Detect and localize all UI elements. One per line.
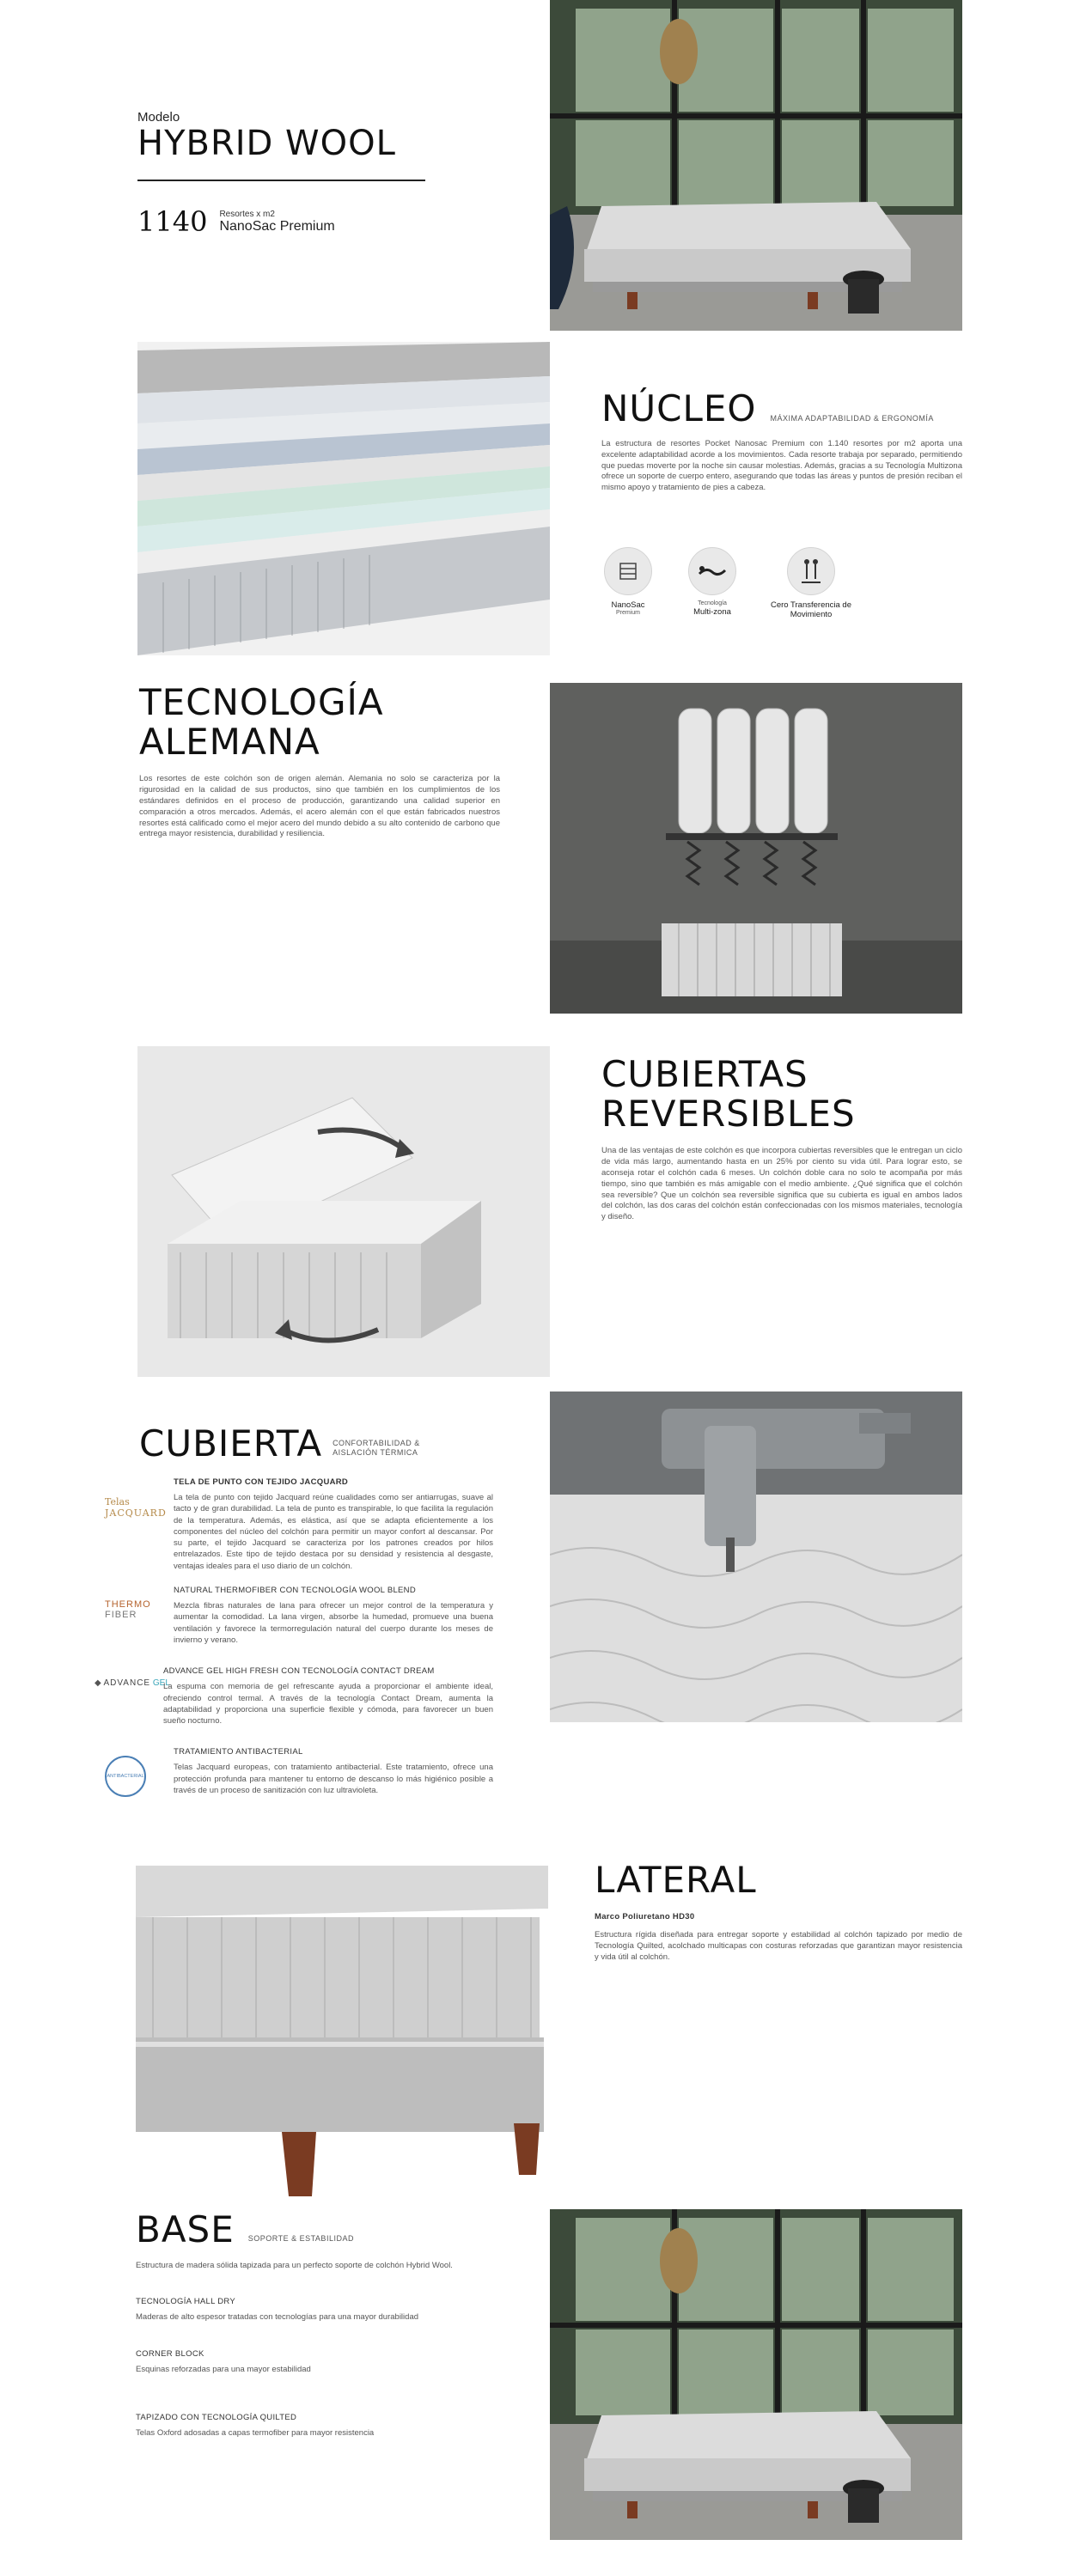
base-feature-3-body: Telas Oxford adosadas a capas termofiber para mayor resistencia [136, 2427, 375, 2438]
multizone-icon [688, 547, 736, 595]
icon-group-multizone [686, 547, 739, 620]
nucleo-subtitle: MÁXIMA ADAPTABILIDAD & ERGONOMÍA [770, 414, 934, 423]
base-section [136, 2208, 497, 2439]
nucleo-section [601, 387, 962, 620]
base-feature-2-title: CORNER BLOCK [136, 2348, 204, 2359]
cubierta-section [95, 1422, 493, 1797]
bedroom-photo-top [550, 0, 962, 331]
thermofiber-logo [105, 1586, 174, 1646]
nucleo-title: NÚCLEO [601, 387, 757, 429]
tecnologia-section [139, 683, 500, 840]
thermofiber-logo-main: FIBER [105, 1610, 137, 1621]
drop-icon: ◆ [95, 1678, 101, 1689]
feature-thermofiber [105, 1586, 493, 1646]
icon-group-nanosac [601, 547, 655, 620]
advance-gel-title: ADVANCE GEL HIGH FRESH CON TECNOLOGÍA CONTACT DREAM [163, 1666, 435, 1677]
lateral-label: Marco Poliuretano HD30 [595, 1912, 695, 1921]
nanosac-spring-icon [604, 547, 652, 595]
feature-antibacterial [105, 1747, 493, 1797]
base-intro: Estructura de madera sólida tapizada para un perfecto soporte de colchón Hybrid Wool. [136, 2261, 453, 2270]
antibacterial-badge-text: ANTIBACTERIAL [107, 1774, 144, 1780]
cubiertas-title-line2: REVERSIBLES [601, 1093, 856, 1136]
tecnologia-body: Los resortes de este colchón son de origen alemán. Alemania no solo se caracteriza por la rigurosidad en la calidad de sus productos, sino que también en los cumplimientos de los estándares definidos en el proceso de producción, garantizando una calidad superior en comparación a otros mercados. Además, el acero alemán con el que están fabricados nuestros resortes está calificado como el mejor acero del mundo debido a su alto contenido de carbono que entrega mayor resistencia, durabilidad y resiliencia. [139, 774, 500, 839]
base-title: BASE [136, 2208, 235, 2250]
tecnologia-title-line1: TECNOLOGÍA [139, 681, 384, 723]
spring-count: 1140 [137, 205, 208, 238]
mattress-base-photo [136, 1866, 548, 2196]
icon-label-multizone: Multi-zona [693, 607, 731, 618]
cubierta-title: CUBIERTA [139, 1422, 323, 1465]
base-feature-1-body: Maderas de alto espesor tratadas con tecnologías para una mayor durabilidad [136, 2312, 419, 2323]
base-feature-1-title: TECNOLOGÍA HALL DRY [136, 2297, 236, 2307]
icon-sublabel-multizone: Tecnología [698, 600, 727, 607]
jacquard-logo-main: JACQUARD [105, 1507, 167, 1519]
icon-sublabel-nanosac: Premium [615, 610, 640, 617]
thermofiber-logo-top: THERMO [105, 1599, 151, 1611]
advance-gel-logo [95, 1666, 174, 1726]
advance-gel-logo-main: GEL [152, 1678, 170, 1689]
divider [137, 180, 425, 181]
advance-gel-logo-top: ADVANCE [103, 1678, 151, 1689]
spring-spec [137, 205, 430, 238]
feature-advance-gel [95, 1666, 493, 1726]
jacquard-logo [105, 1477, 174, 1572]
nucleo-icons [601, 547, 962, 620]
antibacterial-badge-icon [105, 1756, 146, 1797]
lateral-section [595, 1859, 962, 1963]
nucleo-body: La estructura de resortes Pocket Nanosac Premium con 1.140 resortes por m2 aporta una excelente adaptabilidad acorde a los movimientos. Cada resorte trabaja por separado, permitiendo que puedas moverte por la noche sin causar molestias. Además, gracias a su Tecnología Multizona ofrece un soporte de cuerpo entero, asegurando que todas las áreas y puntos de presión reciban el mismo apoyo y tratamiento de pies a cabeza. [601, 439, 962, 493]
bedroom-photo-bottom [550, 2209, 962, 2540]
antibacterial-logo [105, 1747, 174, 1797]
spring-type: NanoSac Premium [219, 218, 335, 234]
base-feature-2-body: Esquinas reforzadas para una mayor estabilidad [136, 2364, 311, 2374]
antibacterial-body: Telas Jacquard europeas, con tratamiento antibacterial. Este tratamiento, ofrece una protección profunda para mantener tu entorno de descanso lo más higiénico posible a través de un proceso de sanitización con luz ultravioleta. [174, 1763, 493, 1796]
jacquard-title: TELA DE PUNTO CON TEJIDO JACQUARD [174, 1477, 349, 1487]
cubiertas-title [601, 1055, 962, 1134]
zero-transfer-icon [787, 547, 835, 595]
sewing-machine-photo [550, 1392, 962, 1722]
advance-gel-body: La espuma con memoria de gel refrescante ayuda a proporcionar el ambiente ideal, ofreciendo control termal. A través de la tecnología Contact Dream, aumenta la adaptabilidad y proporciona una superficie flexible y cómoda, para favorecer un buen sueño nocturno. [163, 1682, 493, 1726]
spring-unit: Resortes x m2 [219, 209, 275, 219]
icon-label-zero-transfer: Cero Transferencia de Movimiento [771, 600, 851, 620]
icon-label-nanosac: NanoSac [611, 600, 645, 611]
icon-group-zero-transfer [770, 547, 852, 620]
lateral-title: LATERAL [595, 1859, 757, 1901]
base-feature-3-title: TAPIZADO CON TECNOLOGÍA QUILTED [136, 2412, 297, 2422]
springs-photo [550, 683, 962, 1014]
base-subtitle: SOPORTE & ESTABILIDAD [247, 2234, 354, 2243]
hero-text [137, 110, 430, 238]
thermofiber-body: Mezcla fibras naturales de lana para ofrecer un mejor control de la temperatura y aumentar la comodidad. La lana virgen, absorbe la humedad, promueve una buena ventilación y favorece la termorregulación natural del cuerpo durante los meses de invierno y verano. [174, 1601, 493, 1645]
cubiertas-body: Una de las ventajas de este colchón es que incorpora cubiertas reversibles que le entregan un ciclo de vida más largo, aumentando hasta en un 25% por ciento su vida útil. Para lograr esto, se aconseja rotar el colchón cada 6 meses. Un colchón doble cara no solo te acompaña por más tiempo, sino que también es más amigable con el medio ambiente. ¿Qué significa que el colchón sea reversible? Que un colchón sea reversible significa que su cubierta es igual en ambos lados del colchón, las dos caras del colchón están confeccionadas con los mismos materiales, tecnología y diseño. [601, 1146, 962, 1222]
cubiertas-title-line1: CUBIERTAS [601, 1053, 808, 1095]
jacquard-logo-top: Telas [105, 1496, 130, 1507]
jacquard-body: La tela de punto con tejido Jacquard reúne cualidades como ser antiarrugas, suave al tacto y de gran durabilidad. La tela de punto es transpirable, lo que facilita la regulación de la temperatura. Además, es elástica, así que se adapta eficientemente a los componentes del núcleo del colchón para permitir un mayor confort al descansar. Por su parte, el tejido Jacquard se caracteriza por los patrones creados por hilos entrelazados. Este tipo de tejido destaca por su densidad y resistencia al desgaste, ventajas ideales para el uso diario de un colchón. [174, 1493, 493, 1571]
tecnologia-title [139, 683, 500, 762]
model-name: HYBRID WOOL [137, 124, 396, 163]
thermofiber-title: NATURAL THERMOFIBER CON TECNOLOGÍA WOOL BLEND [174, 1586, 417, 1596]
feature-jacquard [105, 1477, 493, 1572]
reversible-mattress-photo [137, 1046, 550, 1377]
antibacterial-title: TRATAMIENTO ANTIBACTERIAL [174, 1747, 303, 1757]
lateral-body: Estructura rígida diseñada para entregar soporte y estabilidad al colchón tapizado por medio de Tecnología Quilted, acolchado multicapas con costuras reforzadas que garantizan mayor resistencia y vida útil al colchón. [595, 1930, 962, 1962]
cubiertas-section [601, 1055, 962, 1223]
layers-photo [137, 342, 550, 673]
tecnologia-title-line2: ALEMANA [139, 721, 320, 764]
cubierta-subtitle: CONFORTABILIDAD & AISLACIÓN TÉRMICA [333, 1438, 420, 1458]
model-label: Modelo [137, 110, 180, 125]
